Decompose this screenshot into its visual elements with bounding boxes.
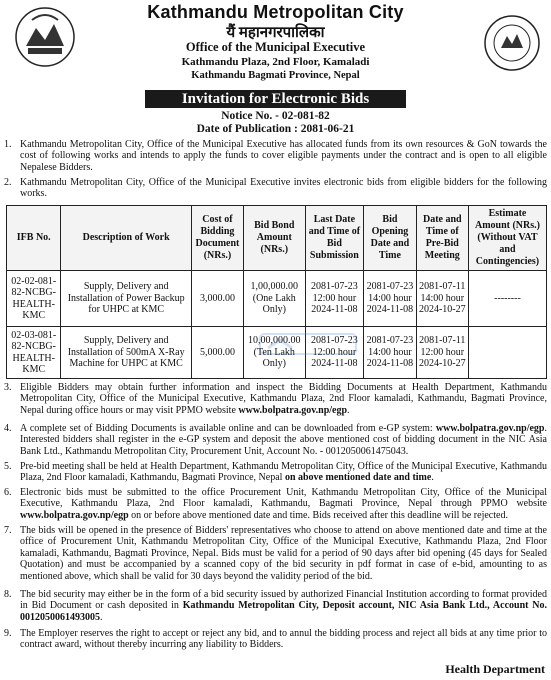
clause-text: Pre-bid meeting shall be held at Health Department, Kathmandu Metropolitan City, Office of the Municipal Executive, Kathmandu Plaza, 2nd Floor kamaladi, Kathmandu, Bagmati Province, Nepal <box>20 461 547 484</box>
document-cost-cell: 5,000.00 <box>191 327 243 379</box>
clause-text: The Employer reserves the right to accept or reject any bid, and to annul the bidding process and reject all bids at any time prior to contract award, without thereby incurring any liability to Bidders. <box>20 628 547 651</box>
clause-9 <box>4 628 547 651</box>
document-cost-cell: 3,000.00 <box>191 271 243 327</box>
column-header: Estimate Amount (NRs.) (Without VAT and Contingencies) <box>468 206 546 271</box>
bid-bond-cell: 1,00,000.00 (One Lakh Only) <box>244 271 305 327</box>
estimate-amount-cell: -------- <box>468 271 546 327</box>
publication-date: Date of Publication : 2081-06-21 <box>196 123 355 135</box>
clause-number: 3. <box>4 382 12 393</box>
description-cell: Supply, Delivery and Installation of Power Backup for UHPC at KMC <box>61 271 191 327</box>
clause-number: 4. <box>4 423 12 434</box>
column-header: Bid Bond Amount (NRs.) <box>244 206 305 271</box>
clause-bold-text: Kathmandu Metropolitan City, Deposit account, NIC Asia Bank Ltd., Account No. 0012050061493005 <box>20 600 547 623</box>
clause-6 <box>4 487 547 521</box>
notice-number: Notice No. - 02-081-82 <box>221 110 330 122</box>
clause-number: 5. <box>4 461 12 472</box>
column-header: Description of Work <box>61 206 191 271</box>
ppmo-website-link[interactable]: www.bolpatra.gov.np/egp <box>20 509 129 521</box>
egp-website-link[interactable]: www.bolpatra.gov.np/egp <box>435 423 545 434</box>
notice-banner: Invitation for Electronic Bids <box>145 90 406 108</box>
clause-8 <box>4 589 547 623</box>
submission-date-cell: 2081-07-23 12:00 hour 2024-11-08 <box>305 327 364 379</box>
table-header-row <box>7 206 547 271</box>
signature-department: Health Department <box>445 662 545 676</box>
column-header: Bid Opening Date and Time <box>364 206 416 271</box>
intro-paragraph-1 <box>4 139 547 173</box>
bid-bond-cell: 10,00,000.00 (Ten Lakh Only) <box>244 327 305 379</box>
clause-5 <box>4 461 547 484</box>
nepali-subtitle: यैं महानगरपालिका <box>226 25 325 41</box>
clause-7 <box>4 525 547 582</box>
clause-3 <box>4 382 547 416</box>
clause-number: 7. <box>4 525 12 536</box>
ifb-number-cell: 02-02-081-82-NCBG-HEALTH-KMC <box>7 271 61 327</box>
opening-date-cell: 2081-07-23 14:00 hour 2024-11-08 <box>364 327 416 379</box>
submission-date-cell: 2081-07-23 12:00 hour 2024-11-08 <box>305 271 364 327</box>
column-header: IFB No. <box>7 206 61 271</box>
clause-text-tail: on or before above mentioned date and time. Bids received after this deadline will be rejected. <box>128 509 508 521</box>
clause-text: The bid security may either be in the form of a bid security issued by authorized Financial Institution according to format provided in Bid Document or cash deposited in <box>20 589 547 612</box>
office-name: Office of the Municipal Executive <box>185 40 366 54</box>
clause-text-tail: . <box>431 472 434 484</box>
clause-text-tail: . <box>347 404 350 416</box>
column-header: Last Date and Time of Bid Submission <box>305 206 364 271</box>
city-title: Kathmandu Metropolitan City <box>147 2 404 22</box>
clause-text: Kathmandu Metropolitan City, Office of the Municipal Executive invites electronic bids from eligible bidders for the following works. <box>20 177 547 200</box>
clause-text-tail: . <box>100 611 103 623</box>
ifb-number-cell: 02-03-081-82-NCBG-HEALTH-KMC <box>7 327 61 379</box>
clause-number: 8. <box>4 589 12 600</box>
clause-text: The bids will be opened in the presence of Bidders' representatives who choose to attend on above mentioned date and time at the office of Procurement Unit, Kathmandu Metropolitan City, Office of the Municipal Executive, Kathmandu Plaza, 2nd Floor kamaladi, Kathmandu, Bagmati Province, Nepal. Bids must be valid for a period of 90 days after bid opening (45 days for Sealed Quotation) and must be accompanied by a scanned copy of the bid security in pdf format in case of e-bid, amounting to as mentioned above, which shall be valid for 30 days beyond the validity period of the bid. <box>20 525 547 582</box>
ppmo-website-link[interactable]: www.bolpatra.gov.np/egp <box>238 404 348 416</box>
column-header: Cost of Bidding Document (NRs.) <box>191 206 243 271</box>
clause-text: A complete set of Bidding Documents is available online and can be downloaded from e-GP system: <box>20 423 436 434</box>
table-row <box>7 271 547 327</box>
office-address: Kathmandu Plaza, 2nd Floor, Kamaladi <box>181 56 370 68</box>
clause-text: Electronic bids must be submitted to the office Procurement Unit, Kathmandu Metropolitan City, Office of the Municipal Executive, Kathmandu Plaza, 2nd Floor kamaladi, Kathmandu, Bagmati Province, Nepal through PPMO website <box>20 487 547 510</box>
estimate-amount-cell <box>468 327 546 379</box>
intro-paragraph-2 <box>4 177 547 200</box>
prebid-date-cell: 2081-07-11 12:00 hour 2024-10-27 <box>416 327 468 379</box>
clause-number: 2. <box>4 177 12 188</box>
description-cell: Supply, Delivery and Installation of 500mA X-Ray Machine for UHPC at KMC <box>61 327 191 379</box>
prebid-date-cell: 2081-07-11 14:00 hour 2024-10-27 <box>416 271 468 327</box>
clause-bold-text: on above mentioned date and time <box>284 472 432 484</box>
column-header: Date and Time of Pre-Bid Meeting <box>416 206 468 271</box>
office-province: Kathmandu Bagmati Province, Nepal <box>191 70 360 81</box>
clause-number: 1. <box>4 139 12 150</box>
clause-number: 9. <box>4 628 12 639</box>
clause-text: Kathmandu Metropolitan City, Office of the Municipal Executive has allocated funds from its own resources & GoN towards the cost of following works and intends to apply the funds to cover eligible payments under the contract and is open to all eligible Nepalese Bidders. <box>20 139 547 173</box>
clause-text-tail: . Interested bidders shall register in the e-GP system and deposit the above mentioned cost of bidding document in the NIC Asia Bank Ltd., Kathmandu Metropolitan City, Procurement Unit, Account No. - 0012050061475043. <box>20 423 547 457</box>
clause-number: 6. <box>4 487 12 498</box>
watermark-logo <box>258 330 358 358</box>
opening-date-cell: 2081-07-23 14:00 hour 2024-11-08 <box>364 271 416 327</box>
clause-text: Eligible Bidders may obtain further information and inspect the Bidding Documents at Health Department, Kathmandu Metropolitan City, Office of the Municipal Executive, Kathmandu Plaza, 2nd Floor kamaladi, Kathmandu, Bagmati Province, Nepal during office hours or may visit PPMO website <box>20 382 547 416</box>
clause-4 <box>4 423 547 457</box>
